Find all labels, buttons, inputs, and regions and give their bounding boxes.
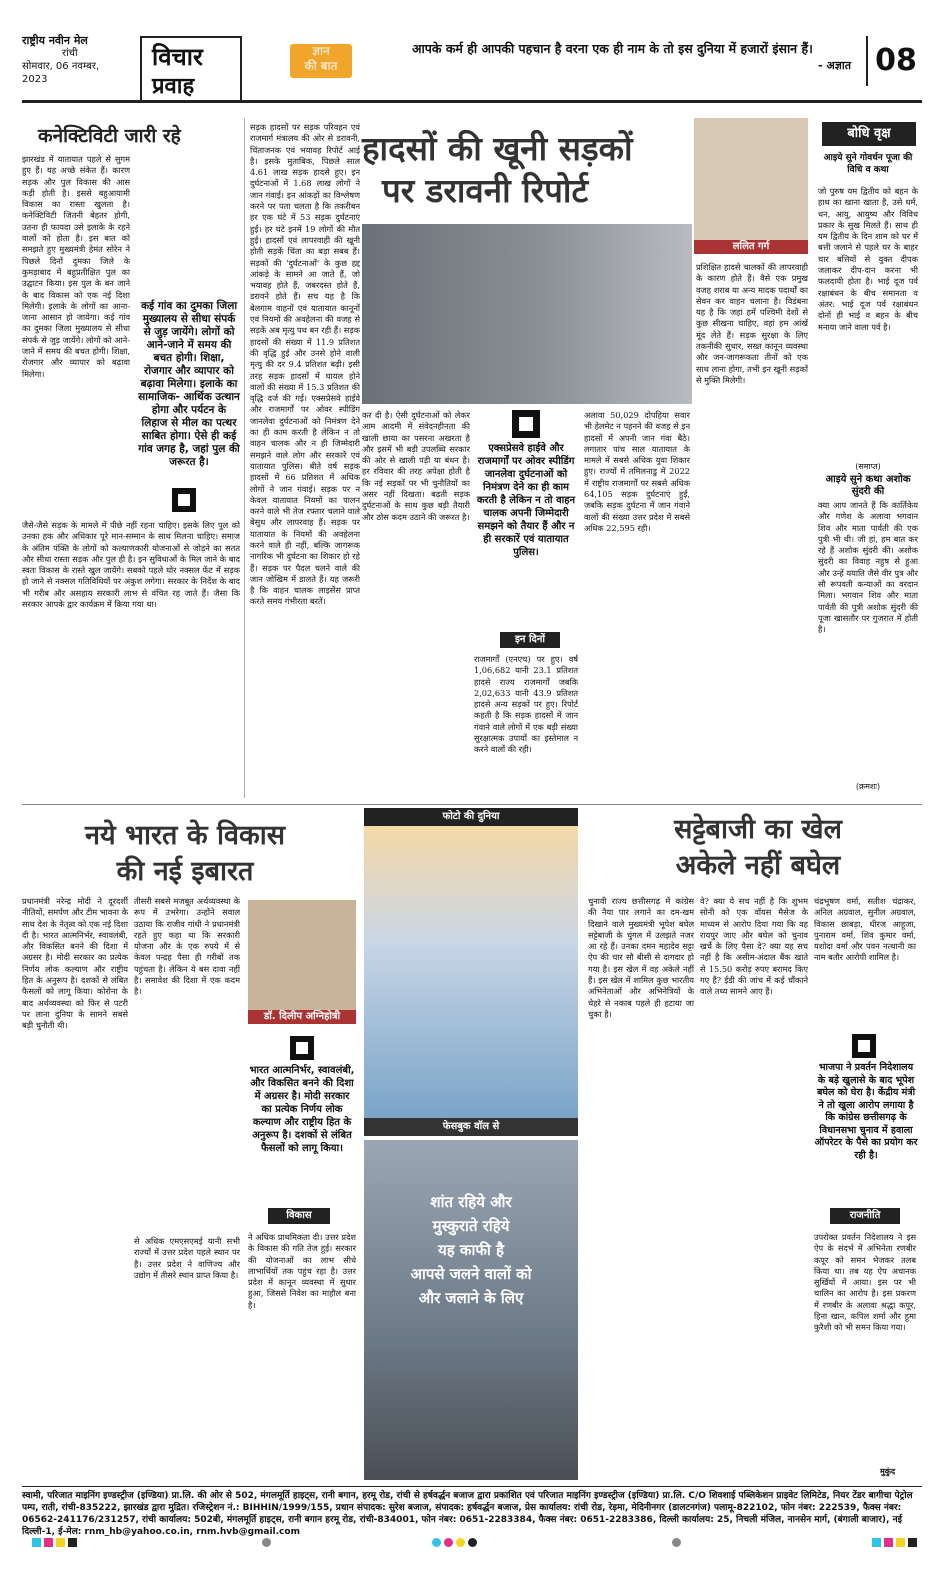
main-headline (362, 128, 692, 212)
qr-code-icon (172, 488, 196, 512)
paper-name: राष्ट्रीय नवीन मेल (22, 34, 88, 47)
reg-dot (432, 1538, 441, 1547)
reg-dot (872, 1538, 881, 1547)
middle-pull-quote: भारत आत्मनिर्भर, स्वावलंबी, और विकसित बनने की दिशा में अग्रसर है। मोदी सरकार का प्रत्येक निर्णय लोक कल्याण और राष्ट्रीय हित के अनुरूप है। दशकों से लंबित फैसलों को लागू किया। (249, 1065, 355, 1154)
photo-box-label: फोटो की दुनिया (364, 808, 578, 826)
reg-dot (908, 1538, 917, 1547)
reg-dot (68, 1538, 77, 1547)
reg-dot (672, 1538, 681, 1547)
section-divider (22, 804, 922, 805)
middle-headline-line1: नये भारत के विकास (85, 820, 285, 851)
reg-dot (468, 1538, 477, 1547)
photo-caption: फेसबुक वॉल से (442, 1121, 500, 1132)
main-headline-line1: हादसों की खूनी सड़कों (362, 129, 633, 168)
column2-body (250, 122, 360, 798)
middle-col-c-text: ने अधिक प्राथमिकता दी। उत्तर प्रदेश के विकास की गति तेज हुई। सरकार की योजनाओं का लाभ सीधे लाभार्थियों तक पहुंच रहा है। उत्तर प्रदेश में कानून व्यवस्था में सुधार हुआ, जिससे निवेश का माहौल बना है। (248, 1232, 356, 1310)
reg-dot (896, 1538, 905, 1547)
satta-col-b-text: वे? क्या ये सच नहीं है कि शुभम सोनी को एक वॉयस मैसेज के माध्यम से आरोप दिया गया कि वह रायपुर जाए और बघेल को चुनाव खर्चे के लिए पैसा दे? क्या यह सच नहीं है कि असीम-अंदाल बैंक खाते से 15.50 करोड़ रुपए बरामद किए गए हैं? ईडी की जांच में कई चौंकाने वाले तथ्य सामने आए हैं। (700, 896, 808, 997)
bodh-story-text: क्या आप जानते हैं कि कार्तिकेय और गणेश के अलावा भगवान शिव और माता पार्वती की एक पुत्री भी थी। जी हां, हम बात कर रहे हैं अशोक सुंदरी की। अशोक सुंदरी का विवाह नहुष से हुआ और उन्हें ययाति जैसे वीर पुत्र और सौ रूपवती कन्याओं का वरदान मिला। भगवान शिव और माता पार्वती की पुत्री अशोक सुंदरी की पूजा खासतौर पर गुजरात में होती है। (818, 500, 918, 635)
column2-text: सड़क हादसों पर सड़क परिवहन एवं राजमार्ग मंत्रालय की ओर से डरावनी, चिंताजनक एवं भयावह रिपोर्ट आई है। इसके मुताबिक, पिछले साल 4.61 लाख सड़क हादसे हुए। इन दुर्घटनाओं में 1.68 लाख लोगों ने जान गंवाई। इन आंकड़ों का विश्लेषण करने पर पता चलता है कि तकरीबन हर एक घंटे में 53 सड़क दुर्घटनाएं हुईं। हर घंटे इनमें 19 लोगों की मौत हुई। हादसों एवं लापरवाही की खूनी होती सड़कें चिंता का बड़ा सबब हैं। सड़कों की 'दुर्घटनाओं' के कुछ हद्द आंकड़े के सामने आ जाते हैं, जो भयावह होते हैं, जबरदस्त होते हैं, डरावने होते हैं। सच यह है कि बेलगाम वाहनों एवं यातायात कानूनों एवं नियमों की अवहेलना की वजह से सड़कें अब मृत्यु पथ बन रही हैं। सड़क हादसों की संख्या में 11.9 प्रतिशत की वृद्धि हुई और उनसे होने वाली मृत्यु की दर 9.4 प्रतिशत बढ़ी। इसी तरह सड़क हादसों में घायल होने वालों की संख्या में 15.3 प्रतिशत की वृद्धि दर्ज की गई। एक्सप्रेसवे हाईवे और राजमार्गों पर ओवर स्पीडिंग जानलेवा दुर्घटनाओं को निमंत्रण देने का ही काम करती है लेकिन न तो वाहन चालक और न ही जिम्मेदारी समझने वाले लोग और सरकारें एवं यातायात पुलिस। बीते वर्ष सड़क हादसों में 66 प्रतिशत में अधिक लोगों ने जान गंवाई। सड़क पर न केवल यातायात नियमों का पालन करने वाले भी तेज रफ्तार चलाने वाले बेसुध और लापरवाह हैं। सड़क पर यातायात के नियमों की अवहेलना करने वाले ही नहीं, बल्कि जागरूक नागरिक भी दुर्घटना का शिकार हो रहे हैं। सड़क पर पैदल चलने वाले की जान जोखिम में डालते हैं। यह जरूरी है कि वाहन चालक लाइसेंस प्राप्त करते समय गंभीरता बरतें। (250, 122, 360, 607)
main-col-c-text: अलावा 50,029 दोपहिया सवार भी हेलमेट न पहनने की वजह से इन हादसों में अपनी जान गंवा बैठे। लगातार पांच साल यातायात के मामले में सबसे अधिक युवा शिकार हुए। राज्यों में तमिलनाडु में 2022 में राष्ट्रीय राजमार्गों पर सबसे अधिक 64,105 सड़क दुर्घटनाएं हुईं, जबकि सड़क दुर्घटना में जान गंवाने वालों की संख्या उत्तर प्रदेश में सबसे अधिक 22,595 रही। (584, 410, 690, 533)
main-col-b (474, 654, 578, 798)
author-name: ललित गर्ग (732, 241, 770, 252)
satta-col-c (814, 896, 916, 1028)
header-quote: आपके कर्म ही आपकी पहचान है वरना एक ही नाम के तो इस दुनिया में हजारों इंसान हैं। (412, 41, 813, 56)
bodh-end-1: (समाप्त) (855, 462, 881, 471)
gyaan-line2: की बात (304, 59, 338, 73)
header-rule (22, 100, 922, 103)
page-number: 08 (866, 36, 924, 86)
bodh-story-body (818, 500, 918, 770)
middle-label: विकास (268, 1208, 330, 1224)
main-pull-quote: एक्सप्रेसवे हाईवे और राजमार्गों पर ओवर स्पीडिंग जानलेवा दुर्घटनाओं को निमंत्रण देने का ही काम करती है लेकिन न तो वाहन चालक अपनी जिम्मेदारी समझने को तैयार हैं और न ही सरकारें एवं यातायात पुलिस। (476, 443, 576, 558)
registration-bar (22, 1538, 922, 1550)
middle-col-c (248, 1232, 356, 1480)
quote-line4: आपसे जलने वालों को (410, 1265, 532, 1283)
editorial-text: झारखंड में यातायात पहले से सुगम हुए हैं। यह अच्छे संकेत हैं। कारण सड़क और पुल विकास की आस कड़ी होती है। इससे बहुआयामी विकास का रास्ता खुलता है। कनेक्टिविटी जितनी बेहतर होगी, उतना ही फायदा उसे इलाके के रहने वालों को होता है। इस बात को समझते हुए मुख्यमंत्री हेमंत सोरेन ने पिछले दिनों दुमका जिले के कुमड़ाबाद में बहुप्रतीक्षित पुल का उद्घाटन किया। इस पुल के बन जाने के बाद विकास को एक नई दिशा मिलेगी। इलाके के लोगों का आना-जाना आसान हो जायेगा। कई गांव का दुमका जिला मुख्यालय से सीधा संपर्क से जुड़ जायेंगे। लोगों को आने-जाने में समय की बचत होगी। शिक्षा, रोजगार और व्यापार को बढ़ावा मिलेगा। (22, 154, 130, 379)
bodh-story-title: आइये सुने कथा अशोक सुंदरी की (825, 474, 911, 497)
bodh-end-2: (क्रमशः) (855, 782, 881, 791)
middle-col-a-text: प्रधानमंत्री नरेन्द्र मोदी ने दूरदर्शी नीतियों, समर्पण और टीम भावना के साथ देश के नेतृत्व को एक नई दिशा दी है। भारत आत्मनिर्भर, स्वावलंबी, और विकसित बनने की दिशा में अग्रसर है। मोदी सरकार का प्रत्येक निर्णय लोक कल्याण और राष्ट्रीय हित के अनुरूप है। दशकों से लंबित फैसलों को लागू किया। कोरोना के बाद अर्थव्यवस्था को फिर से पटरी पर लाना दुनिया के सामने सबसे बड़ी चुनौती थी। (22, 896, 128, 1031)
footer-imprint: स्वामी, परिजात माइनिंग इण्डस्ट्रीज (इण्डिया) प्रा.लि. की ओर से 502, मंगलमूर्ति हाइट्स, रानी बगान, हरमू रोड, रांची से हर्षवर्द्धन बजाज द्वारा प्रकाशित एवं परिजात माइनिंग इण्डस्ट्रीज (इण्डिया) प्रा.लि. C/O शिवशाई पब्लिकेशन प्राइवेट लिमिटेड, नियर टेंडर बागीचा पेट्रोल पम्प, राती, रांची-835222, झारखंड द्वारा मुद्रित। रजिस्ट्रेशन नं.: BIHHIN/1999/155, प्रधान संपादक: सुरेश बजाज, संपादक: हर्षवर्द्धन बजाज, प्रेस कार्यालय: रांची रोड, रेड़मा, मेदिनीनगर (डालटनगंज) पलामू-822102, फोन नंबर: 222539, फैक्स नंबर: 06562-241176/231257, रांची कार्यालय: 502बी, मंगलमूर्ति हाइट्स, रानी बगान हरमू रोड, रांची-834001, फोन नंबर: 0651-2283384, फैक्स नंबर: 0651-2283386, दिल्ली कार्यालय: 25, निचली मंजिल, नानसेन मार्ग, (बंगाली बाजार), नई दिल्ली-1, ई-मेल: rnm_hb@yahoo.co.in, rnm.hvb@gmail.com (22, 1491, 913, 1537)
quote-line1: शांत रहिये और (430, 1193, 512, 1211)
quote-line5: और जलाने के लिए (418, 1289, 524, 1307)
main-col-d (696, 262, 808, 798)
main-col-a (362, 410, 470, 798)
middle-col-b (134, 896, 240, 1230)
middle-author: डॉ. दिलीप अग्निहोत्री (248, 1010, 356, 1024)
satta-col-a (588, 896, 694, 1480)
satta-col-b (700, 896, 808, 1480)
date: सोमवार, 06 नवम्बर, 2023 (22, 61, 100, 85)
satta-col-a-text: चुनावी राज्य छत्तीसगढ़ में कांग्रेस की नैया पार लगाने का दम-खम दिखाने वाले मुख्यमंत्री भूपेश बघेल सट्टेबाजी के चुंगल में उलझते नजर आ रहे हैं। उनका दमन महादेव सट्टा ऐप की चार सौ बीसी से दागदार हो गया है। इस खेल में वह अकेले नहीं हैं। इस खेल में शामिल कुछ भारतीय अभिनेताओं और अभिनेत्रियों के चेहरे से नकाब पहले ही हटाया जा चुका है। (588, 896, 694, 1019)
satta-headline-line2: अकेले नहीं बघेल (675, 850, 841, 881)
photo-shiva (364, 826, 578, 1118)
main-col-b-text: राजमार्गों (एनएच) पर हुए। वर्ष 1,06,682 यानी 23.1 प्रतिशत हादसे राज्य राजमार्गों जबकि 2,02,633 यानी 43.9 प्रतिशत हादसे अन्य सड़कों पर हुए। रिपोर्ट कहती है कि सड़क हादसों में जान गंवाने वाले लोगों में एक बड़ी संख्या सुरक्षात्मक उपायों का इस्तेमाल न करने वालों की रही। (474, 654, 578, 755)
middle-headline (40, 818, 330, 890)
qr-code-icon (290, 1036, 314, 1060)
middle-headline-line2: की नई इबारत (116, 856, 254, 887)
qr-code-icon (852, 1034, 876, 1058)
main-col-d-text: प्रशिक्षित हादसे चालकों की लापरवाही के कारण होते हैं। वैसे एक प्रमुख वजह शराब या अन्य मादक पदार्थों का सेवन कर वाहन चलाना है। विडंबना यह है कि जहां हमें पश्चिमी देशों से कुछ सीखना चाहिए, वहां हम आंखें मूंद लेते हैं। सड़क सुरक्षा के लिए तकनीकी सुधार, सख्त कानून व्यवस्था और जन-जागरूकता तीनों को एक साथ लाना होगा, तभी इन खूनी सड़कों से मुक्ति मिलेगी। (696, 262, 808, 385)
city: रांची (62, 48, 78, 59)
middle-bottom-a (134, 1236, 240, 1480)
reg-dot (262, 1538, 271, 1547)
footer-rule (22, 1486, 922, 1487)
satta-col-d-text: उपरोक्त प्रवर्तन निदेशालय ने इस ऐप के संदर्भ में अभिनेता रणबीर कपूर को समन भेजकर तलब किया था। तब यह ऐप अचानक सुर्खियों में आया। इस पर भी चालिन का आरोप है। इस प्रकरण में रणबीर के अलावा श्रद्धा कपूर, हिना खान, कपिल शर्मा और हुमा कुरैशी को भी समन किया गया। (814, 1232, 916, 1333)
middle-col-a (22, 896, 128, 1480)
satta-col-c-text: चंद्रभूषण वर्मा, सतीश चंद्राकर, अनिल अग्रवाल, सुनील अग्रवाल, विकास छाबड़ा, धीरज आहूजा, पुनाराम वर्मा, शिव कुमार वर्मा, यशोदा वर्मा और पवन नत्थानी का नाम बतौर आरोपी शामिल है। (814, 896, 916, 963)
section-line2: प्रवाह (152, 73, 195, 99)
author-photo (694, 118, 808, 248)
gyaan-line1: ज्ञान (312, 44, 330, 58)
reg-dot (456, 1538, 465, 1547)
editorial-pull-quote: कई गांव का दुमका जिला मुख्यालय से सीधा संपर्क से जुड़ जायेंगे। लोगों को आने-जाने में समय की बचत होगी। शिक्षा, रोजगार और व्यापार को बढ़ावा मिलेगा। इलाके का सामाजिक- आर्थिक उत्थान होगा और पर्यटन के लिहाज से मील का पत्थर साबित होगा। ऐसे ही कई गांव जगह है, जहां पुल की जरूरत है। (138, 300, 240, 468)
bodh-text: जो पुरुष यम द्वितीय को बहन के हाथ का खाना खाता है, उसे धर्म, धन, आयु, आयुष्य और विविध प्रकार के सुख मिलते हैं। साथ ही यम द्वितीय के दिन शाम को घर में बत्ती जलाने से पहले घर के बाहर चार बत्तियों से युक्त दीपक जलाकर दीप-दान करना भी फलदायी होता है। भाई दूज पर्व रक्षाबंधन के बीच समानता व अंतर: भाई दूज पर्व रक्षाबंधन दोनों ही भाई व बहन के बीच मनाया जाने वाला पर्व है। (818, 186, 918, 332)
bodh-body (818, 186, 918, 436)
quote-line3: यह काफी है (438, 1241, 504, 1259)
main-col-c (584, 410, 690, 798)
reg-dot (32, 1538, 41, 1547)
main-headline-line2: पर डरावनी रिपोर्ट (382, 171, 589, 210)
editorial-text-2: जैसे-जैसे सड़क के मामले में पीछे नहीं रहना चाहिए। इसके लिए पुल को उनका हक और अधिकार पूरे मान-सम्मान के साथ मिलना चाहिए। समाज के अंतिम पंक्ति के लोगों को कल्याणकारी योजनाओं से जोड़ने का सतत और सीधा रास्ता सड़क और पुल ही है। इन सुविधाओं के मिल जाने के बाद स्वतः विकास के रास्ते खुल जायेंगे। सबको पहले घोर नक्सल फेंट में सड़क हो जाने से नक्सल गतिविधियों पर अंकुश लगेगा। सरकार के निर्देश के बाद भी गरीब और असहाय सरकारी लाभ से वंचित रह जाते हैं। जैसा कि सरकार आपके द्वार कार्यक्रम में किया गया था। (22, 520, 240, 610)
column-divider (244, 118, 245, 798)
satta-col-d (814, 1232, 916, 1464)
editorial-body-2 (22, 520, 240, 795)
middle-bottom-a-text: से अधिक एमएसएमई यानी सभी राज्यों में उत्तर प्रदेश पहले स्थान पर है। उत्तर प्रदेश ने वाणिज्य और उद्योग में तीसरे स्थान प्राप्त किया है। (134, 1236, 240, 1280)
qr-code-icon (512, 410, 540, 438)
reg-dot (444, 1538, 453, 1547)
main-photo-minister-accident (362, 224, 692, 404)
reg-dot (884, 1538, 893, 1547)
satta-byline: मुकुंद (880, 1467, 896, 1476)
reg-dot (44, 1538, 53, 1547)
satta-pull-quote: भाजपा ने प्रवर्तन निदेशालय के बड़े खुलासे के बाद भूपेश बघेल को घेरा है। केंद्रीय मंत्री ने तो खुला आरोप लगाया है कि कांग्रेस छत्तीसगढ़ के विधानसभा चुनाव में हवाला ऑपरेटर के पैसे का प्रयोग कर रही है। (814, 1062, 918, 1161)
author-photo-agnihotri (248, 900, 356, 1022)
quote-author: - अज्ञात (818, 59, 851, 72)
section-line1: विचार (152, 42, 203, 71)
satta-headline (600, 812, 916, 884)
editorial-title: कनेक्टिविटी जारी रहे (38, 125, 181, 147)
quote-line2: मुस्कुराते रहिये (432, 1217, 510, 1235)
satta-label: राजनीति (830, 1208, 900, 1224)
satta-headline-line1: सट्टेबाजी का खेल (674, 814, 842, 845)
reg-dot (56, 1538, 65, 1547)
bodh-label: बोधि वृक्ष (822, 122, 916, 146)
gyaan-badge (290, 44, 352, 78)
section-badge (140, 36, 242, 102)
bodh-title: आइये सुने गोवर्धन पूजा की विधि व कथा (823, 153, 913, 175)
main-col-a-text: कर दी है। ऐसी दुर्घटनाओं को लेकर आम आदमी में संवेदनहीनता की खाली छाया का पसरना अखरता है और इसमें भी बड़ी उपलब्धि सरकार की ओर से खाली पड़ी या बंधन है। हर रविवार की तरह अपेक्षा होती है कि नई सड़कों पर भी चुनौतियों का असर नहीं दिखता। बढ़ती सड़क दुर्घटनाओं के साथ कुछ बड़ी तैयारी और ठोस कदम उठाने की जरूरत है। (362, 410, 470, 522)
in-days-label: इन दिनों (500, 632, 560, 648)
quote-card-text (370, 1190, 572, 1310)
middle-col-b-text: तीसरी सबसे मजबूत अर्थव्यवस्था के रूप में उभरेगा। उन्होंने सवाल उठाया कि राजीव गांधी ने प्रधानमंत्री रहते हुए कहा था कि सरकारी योजना और के एक रुपये में से केवल पन्द्रह पैसा ही गरीबों तक पहुंचता है। लेकिन ये बस दावा नहीं है। समावेश की दिशा में एक कदम है। (134, 896, 240, 997)
masthead-info (22, 34, 122, 86)
